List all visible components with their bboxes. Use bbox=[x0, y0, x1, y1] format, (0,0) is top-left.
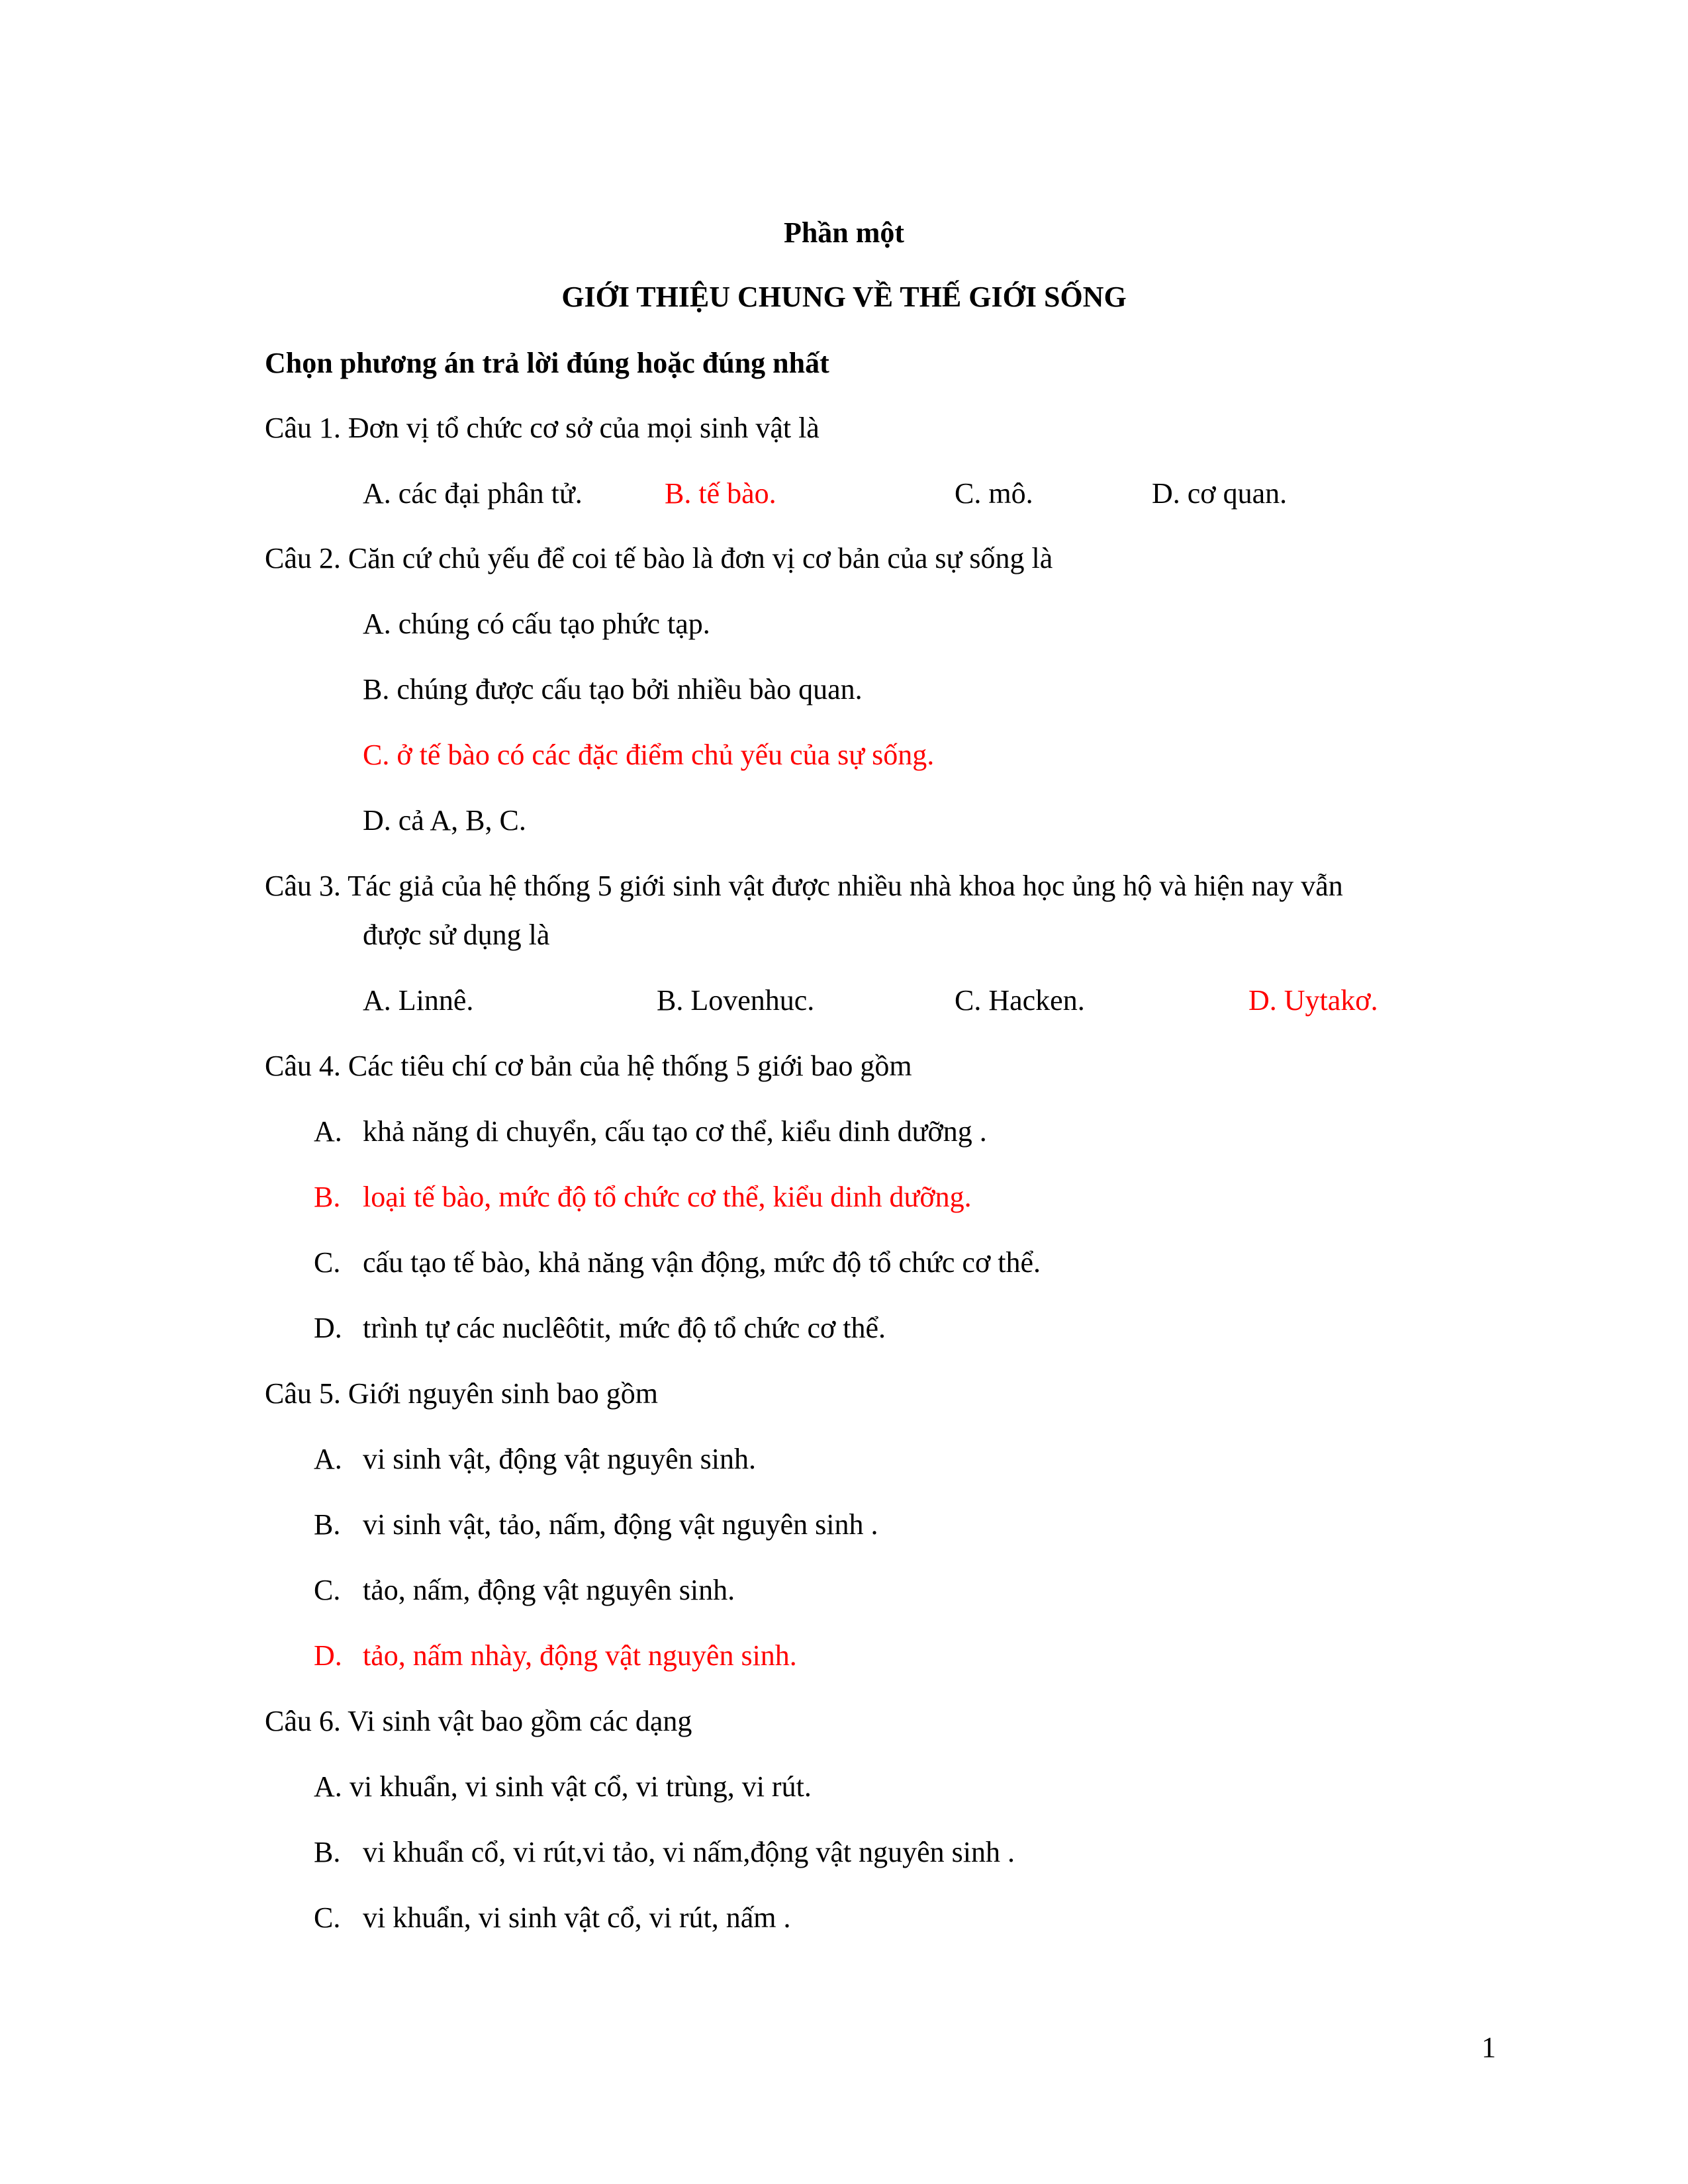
option-letter: A. bbox=[314, 1115, 342, 1148]
option-d: D. cơ quan. bbox=[1152, 477, 1288, 510]
page-number: 1 bbox=[1481, 2031, 1496, 2064]
option-letter: A. bbox=[314, 1443, 342, 1475]
option-letter: A. bbox=[314, 1770, 342, 1803]
part-label: Phần một bbox=[783, 216, 905, 249]
option-letter: D. bbox=[314, 1312, 342, 1344]
option-a: A. Linnê. bbox=[363, 984, 474, 1017]
option-text: khả năng di chuyển, cấu tạo cơ thể, kiểu dinh dưỡng . bbox=[363, 1115, 987, 1148]
question-prompt: Câu 5. Giới nguyên sinh bao gồm bbox=[265, 1377, 658, 1410]
question-prompt: Câu 3. Tác giả của hệ thống 5 giới sinh vật được nhiều nhà khoa học ủng hộ và hiện nay vẫn bbox=[265, 870, 1343, 902]
question-prompt: Câu 2. Căn cứ chủ yếu để coi tế bào là đơn vị cơ bản của sự sống là bbox=[265, 542, 1053, 574]
question-prompt-continued: được sử dụng là bbox=[363, 919, 550, 951]
option-letter: C. bbox=[314, 1246, 341, 1279]
option-a: A. các đại phân tử. bbox=[363, 477, 583, 510]
option-b-correct: B. tế bào. bbox=[665, 477, 776, 510]
option-text: cấu tạo tế bào, khả năng vận động, mức độ tổ chức cơ thể. bbox=[363, 1246, 1041, 1279]
option-text: tảo, nấm nhày, động vật nguyên sinh. bbox=[363, 1639, 797, 1672]
question-prompt: Câu 6. Vi sinh vật bao gồm các dạng bbox=[265, 1705, 692, 1737]
option-text: vi khuẩn, vi sinh vật cổ, vi rút, nấm . bbox=[363, 1901, 791, 1934]
option-letter: D. bbox=[314, 1639, 342, 1672]
option-text: trình tự các nuclêôtit, mức độ tổ chức cơ thể. bbox=[363, 1312, 886, 1344]
option-b: B. Lovenhuc. bbox=[657, 984, 815, 1017]
option-text: loại tế bào, mức độ tổ chức cơ thể, kiểu dinh dưỡng. bbox=[363, 1181, 972, 1213]
option-d-correct: D. Uytakơ. bbox=[1248, 984, 1378, 1017]
option-text: vi sinh vật, tảo, nấm, động vật nguyên sinh . bbox=[363, 1508, 878, 1541]
option-letter: B. bbox=[314, 1508, 341, 1541]
option-text: vi sinh vật, động vật nguyên sinh. bbox=[363, 1443, 756, 1475]
option-c: C. Hacken. bbox=[955, 984, 1085, 1017]
option-text: tảo, nấm, động vật nguyên sinh. bbox=[363, 1574, 735, 1606]
option-letter: C. bbox=[314, 1901, 341, 1934]
question-prompt: Câu 1. Đơn vị tổ chức cơ sở của mọi sinh vật là bbox=[265, 412, 820, 444]
option-c-correct: C. ở tế bào có các đặc điểm chủ yếu của sự sống. bbox=[363, 739, 935, 771]
option-a: A. chúng có cấu tạo phức tạp. bbox=[363, 608, 710, 640]
option-text: vi khuẩn cổ, vi rút,vi tảo, vi nấm,động vật nguyên sinh . bbox=[363, 1836, 1015, 1868]
option-text: vi khuẩn, vi sinh vật cổ, vi trùng, vi rút. bbox=[350, 1770, 812, 1803]
option-letter: C. bbox=[314, 1574, 341, 1606]
option-letter: B. bbox=[314, 1836, 341, 1868]
question-prompt: Câu 4. Các tiêu chí cơ bản của hệ thống 5 giới bao gồm bbox=[265, 1050, 912, 1082]
instruction: Chọn phương án trả lời đúng hoặc đúng nhất bbox=[265, 347, 829, 379]
option-d: D. cả A, B, C. bbox=[363, 804, 526, 837]
option-b: B. chúng được cấu tạo bởi nhiều bào quan. bbox=[363, 673, 863, 705]
section-title: GIỚI THIỆU CHUNG VỀ THẾ GIỚI SỐNG bbox=[561, 281, 1127, 313]
option-c: C. mô. bbox=[955, 477, 1033, 510]
option-letter: B. bbox=[314, 1181, 341, 1213]
